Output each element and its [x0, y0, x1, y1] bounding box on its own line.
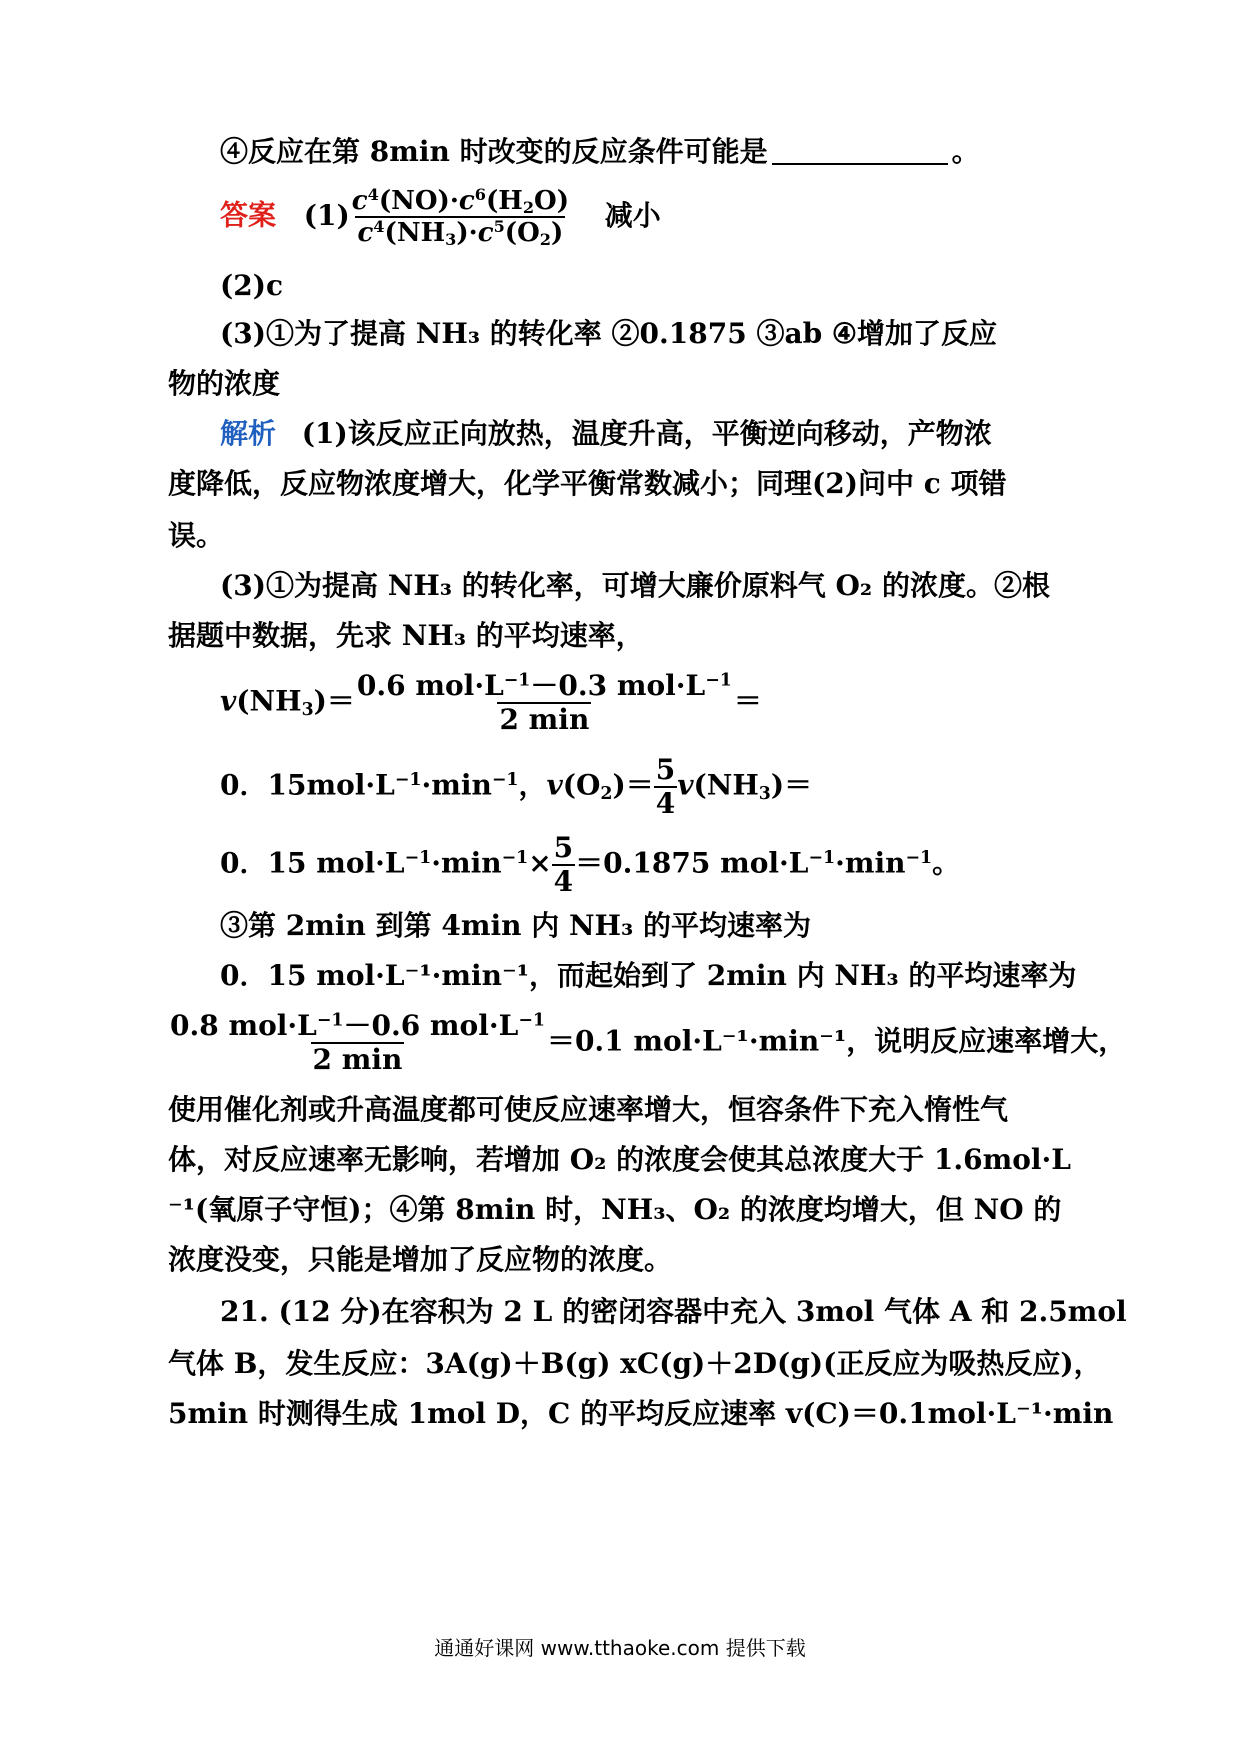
equation-v-o2: 0．$15mol\cdot L^{-1}\cdot\min^{-1}$，$v(O_2)=$ $\frac{5}{4}$ $v(NH_3)=$ [220, 753, 813, 820]
analysis-p1-line3: 误。 [168, 519, 225, 552]
analysis-p3-line2: 体，对反应速率无影响，若增加 O₂ 的浓度会使其总浓度大于 1.6mol·L [168, 1143, 1071, 1176]
analysis-p1-line2: 度降低，反应物浓度增大，化学平衡常数减小；同理(2)问中 c 项错 [168, 467, 1007, 500]
answer-part1-suffix: 减小 [604, 198, 661, 232]
q21-line2: 气体 B，发生反应：3A(g)＋B(g) xC(g)＋2D(g)(正反应为吸热反应)， [168, 1347, 1102, 1380]
answer-blank [772, 163, 948, 165]
equation-rate-2 [168, 1009, 1127, 1076]
answer-label: 答案 [220, 198, 277, 232]
five-fourths-fraction-2: $\frac{5}{4}$ [553, 831, 574, 898]
rate-fraction-2: $\frac{0.8 mol\cdot L^{-1}-0.6 mol\cdot L^{-1}}{2 \min}$ [170, 1009, 545, 1076]
analysis-p3-line4: 浓度没变，只能是增加了反应物的浓度。 [168, 1243, 673, 1276]
q4-text: ④反应在第 8min 时改变的反应条件可能是 [220, 135, 768, 168]
q4-line [220, 135, 980, 168]
analysis-p3-line1: 使用催化剂或升高温度都可使反应速率增大，恒容条件下充入惰性气 [168, 1093, 1009, 1126]
analysis-label: 解析 [220, 417, 277, 450]
answer-line [220, 185, 661, 250]
equation-v-nh3: $v(NH_3)=$ $\frac{0.6 mol\cdot L^{-1}-0.3 mol\cdot L^{-1}}{2 \min}$ ＝ [220, 669, 762, 736]
q4-end: 。 [951, 135, 980, 168]
q21-line1: 21. (12 分)在容积为 2 L 的密闭容器中充入 3mol 气体 A 和 2.5mol [220, 1295, 1127, 1328]
analysis-p1-line1: (1)该反应正向放热，温度升高，平衡逆向移动，产物浓 [301, 417, 992, 450]
analysis-eq3-text: ③第 2min 到第 4min 内 NH₃ 的平均速率为 [220, 909, 812, 942]
five-fourths-fraction-1: $\frac{5}{4}$ [655, 753, 676, 820]
answer-part2: (2)c [220, 269, 284, 302]
q21-line3: 5min 时测得生成 1mol D，C 的平均反应速率 v(C)＝0.1mol·L⁻¹·min [168, 1397, 1114, 1430]
rate-fraction-1: $\frac{0.6 mol\cdot L^{-1}-0.3 mol\cdot L^{-1}}{2 \min}$ [356, 669, 732, 736]
analysis-p3-line3: ⁻¹(氧原子守恒)；④第 8min 时，NH₃、O₂ 的浓度均增大，但 NO 的 [168, 1193, 1062, 1226]
answer-part1-prefix: (1) [303, 198, 350, 232]
analysis-p2-line1: (3)①为提高 NH₃ 的转化率，可增大廉价原料气 O₂ 的浓度。②根 [220, 569, 1050, 602]
equation-result: 0．15 $mol\cdot L^{-1}\cdot\min^{-1}\times$ $\frac{5}{4}$ ＝0.1875 $mol\cdot L^{-1}\cdot\min^{-1}$。 [220, 831, 961, 898]
equilibrium-constant-fraction: $\frac{c^4(NO)\cdot c^6(H_2O)}{c^4(NH_3)\cdot c^5(O_2)}$ [351, 185, 569, 250]
answer-part3-line2: 物的浓度 [168, 367, 281, 400]
analysis-eq5-right: ＝0.1 mol·L⁻¹·min⁻¹，说明反应速率增大， [546, 1024, 1127, 1058]
analysis-eq4-text: 0．15 mol·L⁻¹·min⁻¹，而起始到了 2min 内 NH₃ 的平均速率为 [220, 959, 1077, 992]
answer-part3-line1: (3)①为了提高 NH₃ 的转化率 ②0.1875 ③ab ④增加了反应 [220, 317, 998, 350]
analysis-line1 [220, 417, 992, 450]
analysis-p2-line2: 据题中数据，先求 NH₃ 的平均速率， [168, 619, 644, 652]
page-footer: 通通好课网 www.tthaoke.com 提供下载 [434, 1636, 806, 1660]
